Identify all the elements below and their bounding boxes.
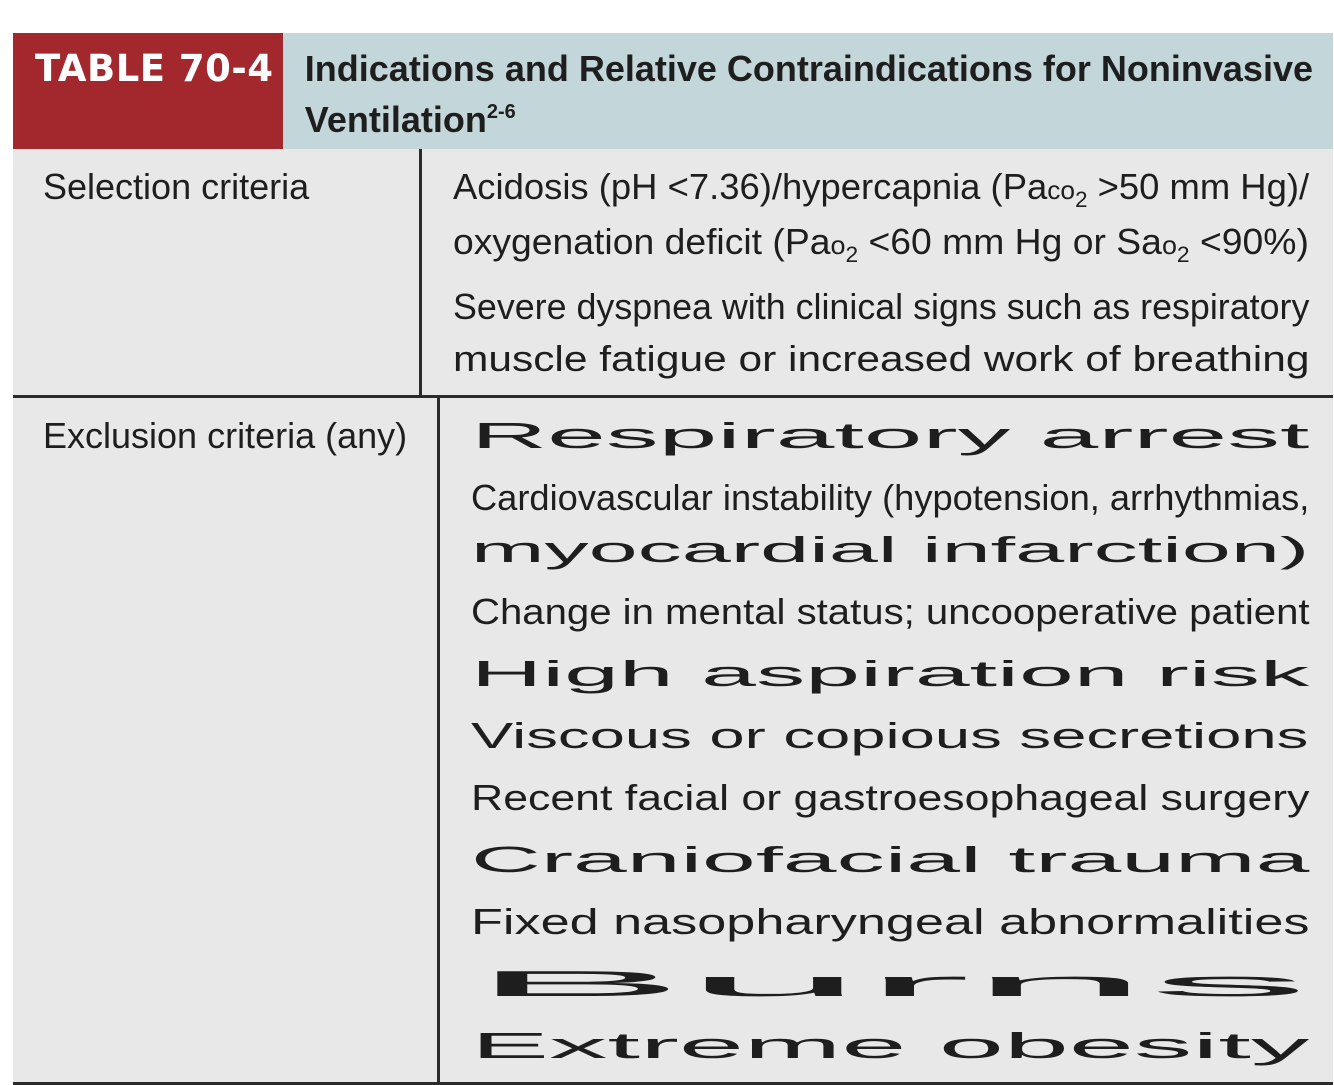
list-item [471,648,1313,700]
list-item [471,834,1313,886]
table-row-selection [13,149,1333,395]
item-line: oxygenation deficit (Pao$_2$ <60 mm Hg or Sao$_2$ <90%) [452,221,1309,267]
item-line: Change in mental status; uncooperative patient [471,591,1310,632]
list-item [471,472,1313,576]
item-line: Recent facial or gastroesophageal surgery [471,777,1310,818]
item-line: Burns [471,963,1310,1004]
list-item [471,586,1313,638]
item-line: Acidosis (pH <7.36)/hypercapnia (Paco$_2$ >50 mm Hg)/ [452,166,1309,212]
table-title-text: Ventilation [304,99,487,140]
item-line: Respiratory arrest [471,415,1310,456]
table-body [13,149,1333,1085]
table-row-exclusion [13,395,1333,1085]
list-item [471,772,1313,824]
table [13,33,1333,1085]
item-line: Severe dyspnea with clinical signs such as respiratory [452,286,1309,327]
row-label: Selection criteria [13,149,422,395]
item-line: Fixed nasopharyngeal abnormalities [471,901,1310,942]
list-item [471,1020,1313,1072]
list-item [471,958,1313,1010]
list-item [453,281,1313,385]
table-title-line-1: Indications and Relative Contraindications for Noninvasive [304,48,1313,89]
row-content [440,398,1333,1082]
row-content [422,149,1333,395]
list-item [471,896,1313,948]
item-line: Extreme obesity [471,1025,1310,1066]
item-line: myocardial infarction) [471,529,1310,570]
item-line: muscle fatigue or increased work of breathing [452,338,1310,379]
item-line: Cardiovascular instability (hypotension, arrhythmias, [471,477,1310,518]
row-label: Exclusion criteria (any) [13,398,440,1082]
table-number-tag: TABLE 70-4 [13,33,283,149]
list-item [453,161,1313,271]
table-title-line-2 [305,94,1313,145]
table-title [283,33,1333,149]
item-line: High aspiration risk [471,653,1310,694]
table-header [13,33,1333,149]
list-item [471,410,1313,462]
table-title-reference: 2-6 [486,101,516,123]
list-item [471,710,1313,762]
item-line: Craniofacial trauma [471,839,1310,880]
item-line: Viscous or copious secretions [471,715,1309,756]
